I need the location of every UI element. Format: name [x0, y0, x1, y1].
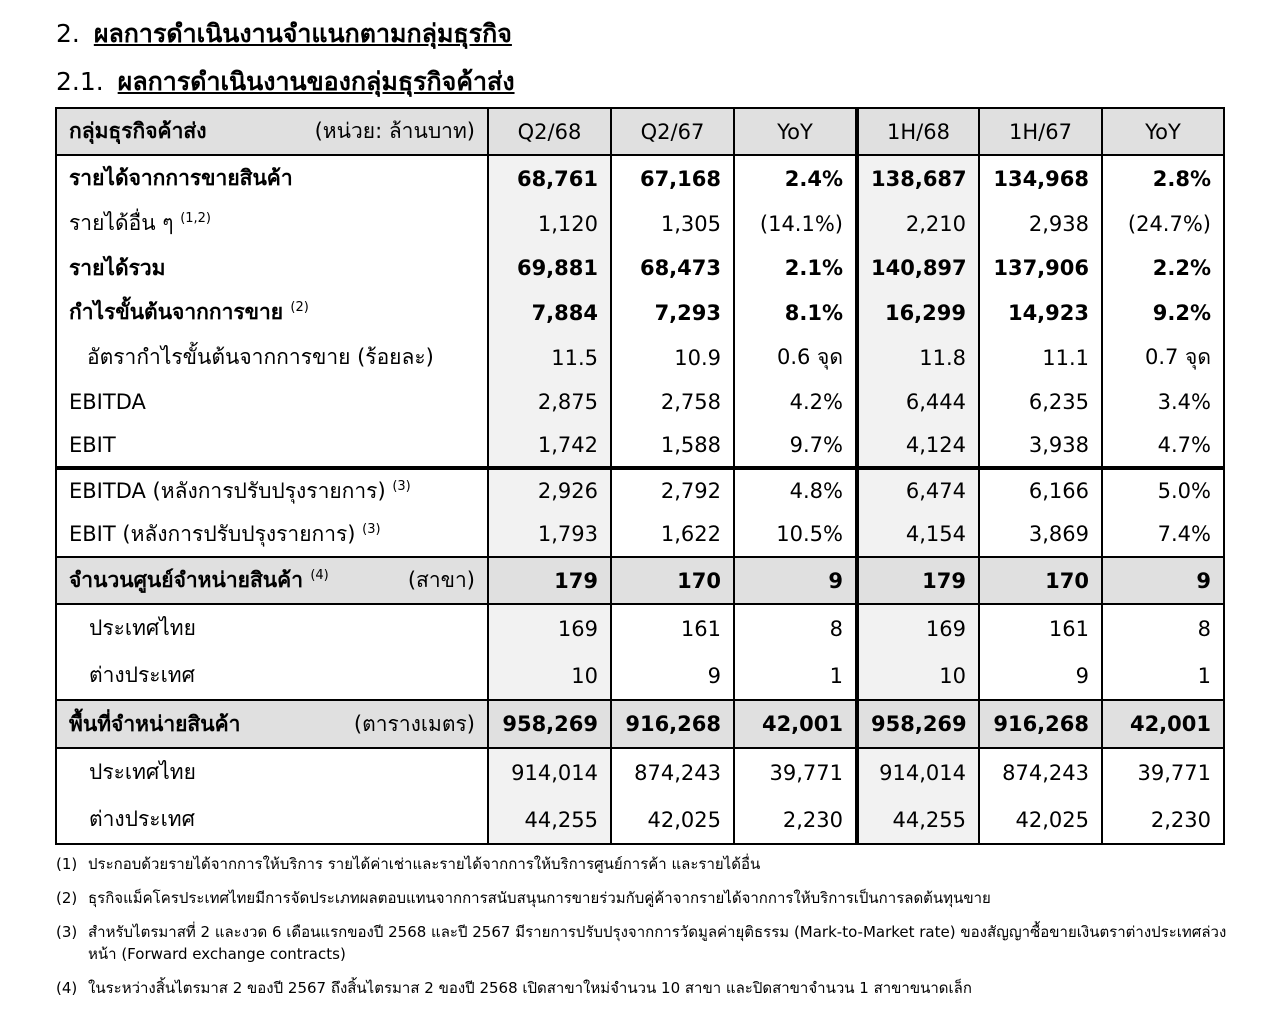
subsection-heading — [56, 62, 515, 102]
table-cell: 9.7% — [734, 424, 857, 468]
table-cell: 3,869 — [979, 512, 1102, 557]
table-cell: 6,474 — [857, 468, 979, 512]
table-cell: 4,124 — [857, 424, 979, 468]
footnote-mark: (4) — [56, 979, 78, 997]
table-cell: 4,154 — [857, 512, 979, 557]
table-cell: 1,588 — [611, 424, 734, 468]
table-cell: 2,230 — [1102, 796, 1224, 844]
table-cell: 68,761 — [488, 155, 611, 201]
footnote-ref: (3) — [362, 521, 381, 537]
footnote-text: สำหรับไตรมาสที่ 2 และงวด 6 เดือนแรกของปี 2568 และปี 2567 มีรายการปรับปรุงจากการวัดมูลค่ายุติธรรม (Mark-to-Market rate) ของสัญญาซื้อขายเงินตราต่างประเทศล่วงหน้า (Forward exchange contracts) — [88, 923, 1227, 963]
table-cell: 958,269 — [857, 700, 979, 748]
row-label: EBIT — [69, 433, 116, 457]
table-cell: (14.1%) — [734, 201, 857, 246]
row-label: อัตรากำไรขั้นต้นจากการขาย (ร้อยละ) — [87, 345, 434, 369]
table-cell: 874,243 — [611, 748, 734, 796]
table-row — [56, 468, 1224, 512]
section-title: ผลการดำเนินงานจำแนกตามกลุ่มธุรกิจ — [93, 19, 512, 48]
table-cell: 958,269 — [488, 700, 611, 748]
table-cell: 4.7% — [1102, 424, 1224, 468]
table-cell: 42,001 — [1102, 700, 1224, 748]
table-cell: 2,210 — [857, 201, 979, 246]
footnote-mark: (3) — [56, 923, 78, 941]
row-label: จำนวนศูนย์จำหน่ายสินค้า — [69, 568, 303, 592]
table-cell: 169 — [857, 604, 979, 652]
table-cell: 6,444 — [857, 380, 979, 424]
table-row — [56, 557, 1224, 604]
row-label-cell — [56, 796, 488, 844]
table-cell: 4.2% — [734, 380, 857, 424]
table-row — [56, 380, 1224, 424]
table-row — [56, 604, 1224, 652]
table-cell: 9 — [734, 557, 857, 604]
table-cell: 0.7 จุด — [1102, 335, 1224, 380]
row-label: EBITDA — [69, 390, 146, 414]
table-row — [56, 155, 1224, 201]
row-label-cell — [56, 604, 488, 652]
table-cell: 11.1 — [979, 335, 1102, 380]
table-cell: 2,875 — [488, 380, 611, 424]
table-cell: 2.4% — [734, 155, 857, 201]
row-label: EBITDA (หลังการปรับปรุงรายการ) — [69, 478, 386, 503]
table-cell: 179 — [857, 557, 979, 604]
table-cell: 1,742 — [488, 424, 611, 468]
table-cell: 6,166 — [979, 468, 1102, 512]
table-cell: 1,305 — [611, 201, 734, 246]
table-cell: 1 — [1102, 652, 1224, 700]
table-cell: 2,792 — [611, 468, 734, 512]
table-cell: 170 — [611, 557, 734, 604]
footnote-ref: (2) — [290, 300, 309, 315]
table-cell: 69,881 — [488, 246, 611, 290]
table-cell: 2,230 — [734, 796, 857, 844]
table-cell: 1 — [734, 652, 857, 700]
row-label-cell — [56, 468, 488, 512]
row-label-cell — [56, 290, 488, 335]
footnote-mark: (1) — [56, 855, 78, 873]
table-cell: 169 — [488, 604, 611, 652]
table-row — [56, 796, 1224, 844]
table-row — [56, 424, 1224, 468]
table-cell: 39,771 — [1102, 748, 1224, 796]
table-cell: 4.8% — [734, 468, 857, 512]
table-cell: 5.0% — [1102, 468, 1224, 512]
subsection-title: ผลการดำเนินงานของกลุ่มธุรกิจค้าส่ง — [117, 67, 515, 96]
table-cell: 8 — [734, 604, 857, 652]
table-cell: 7,293 — [611, 290, 734, 335]
table-cell: 137,906 — [979, 246, 1102, 290]
table-cell: 1,120 — [488, 201, 611, 246]
table-cell: 9 — [1102, 557, 1224, 604]
footnotes — [56, 853, 1231, 1011]
footnote — [56, 977, 1231, 999]
row-label: รายได้จากการขายสินค้า — [69, 166, 293, 190]
table-cell: 0.6 จุด — [734, 335, 857, 380]
table-cell: 916,268 — [979, 700, 1102, 748]
table-cell: 914,014 — [488, 748, 611, 796]
table-cell: 11.8 — [857, 335, 979, 380]
footnote-mark: (2) — [56, 889, 78, 907]
row-label-cell — [56, 380, 488, 424]
footnote-text: ประกอบด้วยรายได้จากการให้บริการ รายได้ค่าเช่าและรายได้จากการให้บริการศูนย์การค้า และรายได้อื่น — [88, 855, 761, 873]
footnote-ref: (1,2) — [180, 211, 212, 226]
table-cell: 10.9 — [611, 335, 734, 380]
table-row — [56, 748, 1224, 796]
table-cell: 161 — [611, 604, 734, 652]
table-cell: 44,255 — [488, 796, 611, 844]
column-header: YoY — [1102, 108, 1224, 155]
row-label-cell — [56, 335, 488, 380]
table-row — [56, 512, 1224, 557]
footnote-text: ในระหว่างสิ้นไตรมาส 2 ของปี 2567 ถึงสิ้นไตรมาส 2 ของปี 2568 เปิดสาขาใหม่จำนวน 10 สาขา และปิดสาขาจำนวน 1 สาขาขนาดเล็ก — [88, 979, 972, 997]
table-cell: 138,687 — [857, 155, 979, 201]
table-cell: 42,001 — [734, 700, 857, 748]
table-cell: 161 — [979, 604, 1102, 652]
table-cell: 44,255 — [857, 796, 979, 844]
header-unit: (หน่วย: ล้านบาท) — [314, 119, 475, 143]
table-row — [56, 201, 1224, 246]
column-header: 1H/68 — [857, 108, 979, 155]
table-row — [56, 246, 1224, 290]
table-cell: 914,014 — [857, 748, 979, 796]
table-cell: 8.1% — [734, 290, 857, 335]
row-label: ต่างประเทศ — [89, 807, 195, 831]
row-label-cell — [56, 424, 488, 468]
table-cell: 67,168 — [611, 155, 734, 201]
row-label: ต่างประเทศ — [89, 663, 195, 687]
table-cell: 14,923 — [979, 290, 1102, 335]
footnote-ref: (3) — [392, 478, 411, 494]
table-cell: 6,235 — [979, 380, 1102, 424]
table-cell: 16,299 — [857, 290, 979, 335]
column-header: 1H/67 — [979, 108, 1102, 155]
table-cell: 2.1% — [734, 246, 857, 290]
table-cell: 916,268 — [611, 700, 734, 748]
table-cell: 1,793 — [488, 512, 611, 557]
row-label: รายได้อื่น ๆ — [69, 211, 174, 235]
table-cell: 68,473 — [611, 246, 734, 290]
column-header: YoY — [734, 108, 857, 155]
table-cell: 8 — [1102, 604, 1224, 652]
table-header-row — [56, 108, 1224, 155]
table-cell: 7.4% — [1102, 512, 1224, 557]
table-cell: 7,884 — [488, 290, 611, 335]
table-cell: 170 — [979, 557, 1102, 604]
table-cell: 2.8% — [1102, 155, 1224, 201]
footnote — [56, 887, 1231, 909]
table-cell: 2,926 — [488, 468, 611, 512]
table-cell: 10.5% — [734, 512, 857, 557]
column-header: Q2/67 — [611, 108, 734, 155]
table-cell: 10 — [488, 652, 611, 700]
table-row — [56, 290, 1224, 335]
row-label-cell — [56, 700, 488, 748]
table-cell: 1,622 — [611, 512, 734, 557]
table-cell: 2,758 — [611, 380, 734, 424]
column-header: Q2/68 — [488, 108, 611, 155]
table-cell: 11.5 — [488, 335, 611, 380]
table-row — [56, 652, 1224, 700]
table-row — [56, 335, 1224, 380]
row-label-cell — [56, 652, 488, 700]
row-label: EBIT (หลังการปรับปรุงรายการ) — [69, 521, 356, 546]
table-cell: 42,025 — [979, 796, 1102, 844]
table-cell: 2.2% — [1102, 246, 1224, 290]
row-label: ประเทศไทย — [89, 760, 196, 784]
table-cell: 42,025 — [611, 796, 734, 844]
table-cell: 9 — [611, 652, 734, 700]
footnote — [56, 853, 1231, 875]
row-label: ประเทศไทย — [89, 616, 196, 640]
table-cell: 134,968 — [979, 155, 1102, 201]
table-row — [56, 700, 1224, 748]
table-cell: 140,897 — [857, 246, 979, 290]
row-label: รายได้รวม — [69, 255, 166, 280]
table-cell: 3.4% — [1102, 380, 1224, 424]
footnote-ref: (4) — [310, 568, 329, 583]
row-unit: (ตารางเมตร) — [353, 711, 475, 736]
table-cell: 10 — [857, 652, 979, 700]
row-label-cell — [56, 155, 488, 201]
footnote-text: ธุรกิจแม็คโครประเทศไทยมีการจัดประเภทผลตอบแทนจากการสนับสนุนการขายร่วมกับคู่ค้าจากรายได้จากการให้บริการเป็นการลดต้นทุนขาย — [88, 889, 991, 907]
table-cell: 9 — [979, 652, 1102, 700]
table-cell: 9.2% — [1102, 290, 1224, 335]
row-label-cell — [56, 512, 488, 557]
row-label-cell — [56, 557, 488, 604]
table-cell: 39,771 — [734, 748, 857, 796]
header-label: กลุ่มธุรกิจค้าส่ง — [69, 119, 207, 143]
row-label: พื้นที่จำหน่ายสินค้า — [69, 711, 241, 736]
table-cell: 179 — [488, 557, 611, 604]
table-cell: (24.7%) — [1102, 201, 1224, 246]
row-label-cell — [56, 201, 488, 246]
section-heading — [56, 14, 512, 54]
table-cell: 2,938 — [979, 201, 1102, 246]
table-cell: 874,243 — [979, 748, 1102, 796]
row-label: กำไรขั้นต้นจากการขาย — [69, 300, 284, 324]
row-label-cell — [56, 748, 488, 796]
wholesale-performance-table — [55, 107, 1225, 845]
row-label-cell — [56, 246, 488, 290]
section-number: 2. — [56, 19, 80, 48]
footnote — [56, 921, 1231, 965]
row-unit: (สาขา) — [407, 568, 475, 592]
header-label-cell — [56, 108, 488, 155]
table-cell: 3,938 — [979, 424, 1102, 468]
subsection-number: 2.1. — [56, 67, 104, 96]
